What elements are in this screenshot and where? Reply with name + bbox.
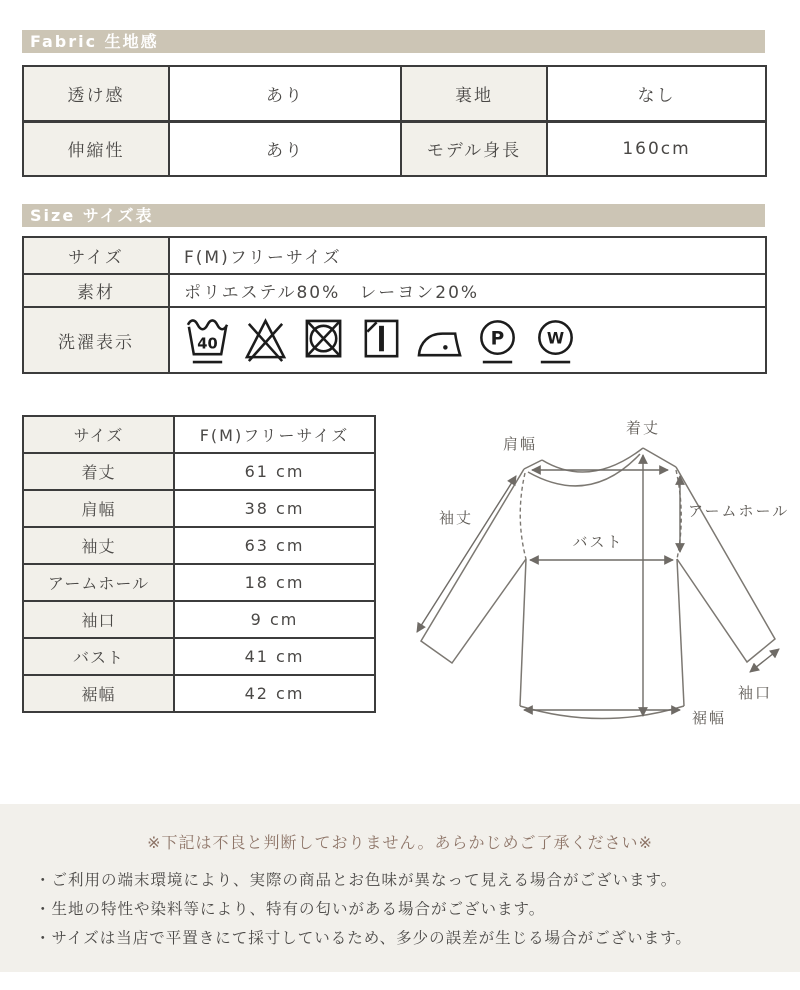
svg-text:W: W	[546, 327, 565, 347]
diagram-label-shoulder: 肩幅	[502, 435, 538, 453]
notice-section	[0, 804, 800, 972]
garment-diagram	[398, 413, 790, 749]
size-info-value-material: ポリエステル80% レーヨン20%	[169, 274, 766, 307]
size-info-row	[23, 274, 766, 307]
fabric-label-stretch: 伸縮性	[23, 121, 169, 176]
fabric-section-header	[22, 30, 765, 53]
notice-list	[0, 866, 800, 953]
diagram-label-sleeve: 袖丈	[438, 509, 474, 527]
size-section-header	[22, 204, 765, 227]
fabric-value-model-height: 160cm	[547, 121, 766, 176]
measure-label-armhole: アームホール	[23, 564, 174, 601]
size-info-label-size: サイズ	[23, 237, 169, 274]
measure-value-bust: 41 cm	[174, 638, 375, 675]
fabric-section-title: Fabric 生地感	[30, 32, 159, 51]
measurements-section	[22, 415, 790, 749]
measure-label-shoulder: 肩幅	[23, 490, 174, 527]
fabric-table-row	[23, 66, 766, 121]
measure-label-cuff: 袖口	[23, 601, 174, 638]
size-info-value-size: F(M)フリーサイズ	[169, 237, 766, 274]
dry-clean-P-icon	[474, 313, 521, 368]
table-row	[23, 638, 375, 675]
notice-item: ・ご利用の端末環境により、実際の商品とお色味が異なって見える場合がございます。	[35, 871, 678, 889]
table-row	[23, 490, 375, 527]
iron-low-icon	[416, 313, 463, 368]
size-info-row	[23, 307, 766, 373]
table-row	[23, 675, 375, 712]
measure-value-armhole: 18 cm	[174, 564, 375, 601]
care-symbols-cell	[169, 307, 766, 373]
size-info-row	[23, 237, 766, 274]
drip-dry-shade-icon	[358, 313, 405, 368]
table-row	[23, 453, 375, 490]
measure-label-sleeve: 袖丈	[23, 527, 174, 564]
fabric-label-sheerness: 透け感	[23, 66, 169, 121]
wash-40-icon	[184, 313, 231, 368]
diagram-label-cuff: 袖口	[737, 684, 773, 702]
diagram-label-length: 着丈	[625, 419, 661, 437]
care-symbols	[184, 311, 765, 370]
measure-label-size: サイズ	[23, 416, 174, 453]
fabric-table	[22, 65, 767, 177]
fabric-value-sheerness: あり	[169, 66, 401, 121]
fabric-value-lining: なし	[547, 66, 766, 121]
notice-title: ※下記は不良と判断しておりません。あらかじめご了承ください※	[147, 833, 653, 852]
measurements-table	[22, 415, 376, 713]
fabric-label-lining: 裏地	[401, 66, 547, 121]
measure-label-hem: 裾幅	[23, 675, 174, 712]
no-tumble-dry-icon	[300, 313, 347, 368]
size-info-table	[22, 236, 767, 374]
diagram-label-bust: バスト	[572, 533, 624, 551]
no-bleach-icon	[242, 313, 289, 368]
size-info-label-material: 素材	[23, 274, 169, 307]
fabric-table-row	[23, 121, 766, 176]
table-row	[23, 527, 375, 564]
measure-value-shoulder: 38 cm	[174, 490, 375, 527]
svg-text:40: 40	[197, 334, 218, 352]
notice-item: ・生地の特性や染料等により、特有の匂いがある場合がございます。	[35, 900, 546, 918]
notice-item: ・サイズは当店で平置きにて採寸しているため、多少の誤差が生じる場合がございます。	[35, 929, 692, 947]
fabric-label-model-height: モデル身長	[401, 121, 547, 176]
measure-value-length: 61 cm	[174, 453, 375, 490]
size-info-label-care: 洗濯表示	[23, 307, 169, 373]
product-detail-page	[0, 30, 800, 972]
svg-text:P: P	[490, 327, 505, 349]
diagram-label-armhole: アームホール	[688, 502, 790, 520]
table-row	[23, 416, 375, 453]
measure-label-length: 着丈	[23, 453, 174, 490]
fabric-value-stretch: あり	[169, 121, 401, 176]
measure-value-hem: 42 cm	[174, 675, 375, 712]
size-section-title: Size サイズ表	[30, 206, 154, 225]
measure-value-sleeve: 63 cm	[174, 527, 375, 564]
measure-value-size: F(M)フリーサイズ	[174, 416, 375, 453]
diagram-label-hem: 裾幅	[692, 709, 727, 727]
content-area	[0, 30, 800, 749]
wet-clean-W-icon	[532, 313, 579, 368]
measure-value-cuff: 9 cm	[174, 601, 375, 638]
garment-diagram-svg	[398, 413, 790, 745]
table-row	[23, 564, 375, 601]
table-row	[23, 601, 375, 638]
measure-label-bust: バスト	[23, 638, 174, 675]
